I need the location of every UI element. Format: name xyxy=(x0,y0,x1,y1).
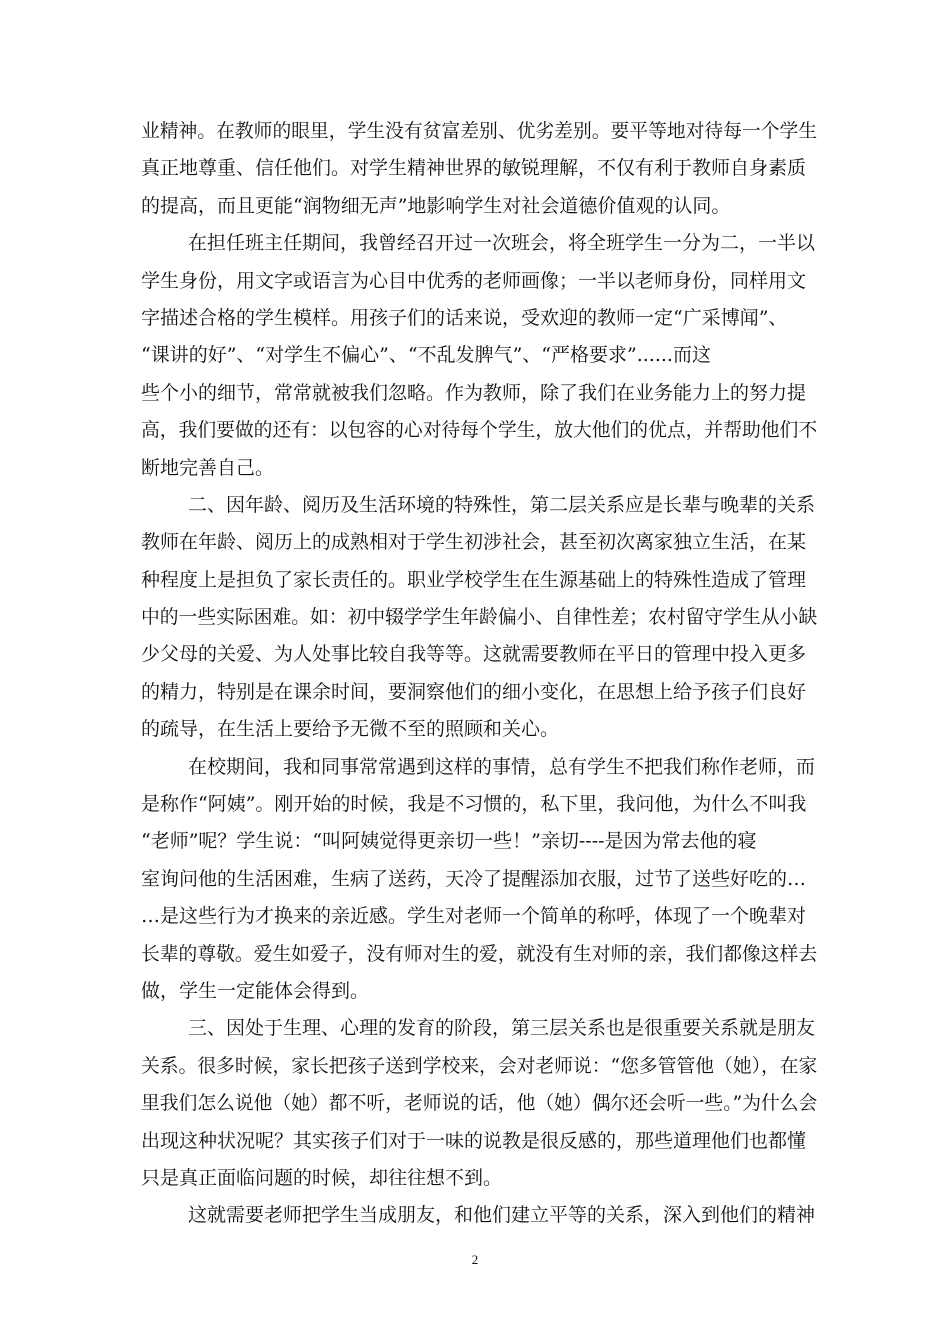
text-line: 少父母的关爱、为人处事比较自我等等。这就需要教师在平日的管理中投入更多 xyxy=(141,643,807,666)
text-line: 中的一些实际困难。如：初中辍学学生年龄偏小、自律性差；农村留守学生从小缺 xyxy=(141,607,818,629)
text-line: 学生身份，用文字或语言为心目中优秀的老师画像；一半以老师身份，同样用文 xyxy=(141,269,807,292)
paragraph-first-line: 二、因年龄、阅历及生活环境的特殊性，第二层关系应是长辈与晚辈的关系 xyxy=(188,493,816,516)
paragraph-first-line: 这就需要老师把学生当成朋友，和他们建立平等的关系，深入到他们的精神 xyxy=(188,1204,816,1227)
paragraph-first-line: 在担任班主任期间，我曾经召开过一次班会，将全班学生一分为二，一半以 xyxy=(188,232,816,255)
text-line: 的疏导，在生活上要给予无微不至的照顾和关心。 xyxy=(141,718,560,741)
text-line: 只是真正面临问题的时候，却往往想不到。 xyxy=(141,1166,503,1189)
text-line: 做，学生一定能体会得到。 xyxy=(141,979,370,1002)
text-line: 长辈的尊敬。爱生如爱子，没有师对生的爱，就没有生对师的亲，我们都像这样去 xyxy=(141,943,818,965)
text-line: 字描述合格的学生模样。用孩子们的话来说，受欢迎的教师一定“广采博闻”、 xyxy=(141,306,788,329)
body-text xyxy=(141,113,821,1235)
text-line: 的提高，而且更能“润物细无声”地影响学生对社会道德价值观的认同。 xyxy=(141,194,731,217)
text-line: 的精力，特别是在课余时间，要洞察他们的细小变化，在思想上给予孩子们良好 xyxy=(141,680,807,703)
text-line: 种程度上是担负了家长责任的。职业学校学生在生源基础上的特殊性造成了管理 xyxy=(141,568,807,591)
text-line: 真正地尊重、信任他们。对学生精神世界的敏锐理解，不仅有利于教师自身素质 xyxy=(141,157,807,180)
text-line: 出现这种状况呢？其实孩子们对于一味的说教是很反感的，那些道理他们也都懂 xyxy=(141,1129,807,1152)
text-line: 教师在年龄、阅历上的成熟相对于学生初涉社会，甚至初次离家独立生活，在某 xyxy=(141,531,807,554)
paragraph-first-line: 在校期间，我和同事常常遇到这样的事情，总有学生不把我们称作老师，而 xyxy=(188,755,816,778)
text-line: 断地完善自己。 xyxy=(141,456,275,479)
text-line: …是这些行为才换来的亲近感。学生对老师一个简单的称呼，体现了一个晚辈对 xyxy=(141,905,807,928)
text-line: 些个小的细节，常常就被我们忽略。作为教师，除了我们在业务能力上的努力提 xyxy=(141,381,807,404)
paragraph-first-line: 三、因处于生理、心理的发育的阶段，第三层关系也是很重要关系就是朋友 xyxy=(188,1017,816,1040)
text-line: 业精神。在教师的眼里，学生没有贫富差别、优劣差别。要平等地对待每一个学生 xyxy=(141,121,818,142)
text-line: 关系。很多时候，家长把孩子送到学校来，会对老师说：“您多管管他（她），在家 xyxy=(141,1055,818,1077)
text-line: 室询问他的生活困难，生病了送药，天冷了提醒添加衣服，过节了送些好吃的… xyxy=(141,867,807,890)
page-number: 2 xyxy=(471,1252,479,1267)
text-line: 里我们怎么说他（她）都不听，老师说的话，他（她）偶尔还会听一些。”为什么会 xyxy=(141,1093,818,1115)
text-line: 高，我们要做的还有：以包容的心对待每个学生，放大他们的优点，并帮助他们不 xyxy=(141,420,818,442)
text-line: “老师”呢？学生说：“叫阿姨觉得更亲切一些！”亲切----是因为常去他的寝 xyxy=(141,830,757,853)
text-line: 是称作“阿姨”。刚开始的时候，我是不习惯的，私下里，我问他，为什么不叫我 xyxy=(141,793,807,816)
text-line: “课讲的好”、“对学生不偏心”、“不乱发脾气”、“严格要求”......而这 xyxy=(141,344,711,367)
